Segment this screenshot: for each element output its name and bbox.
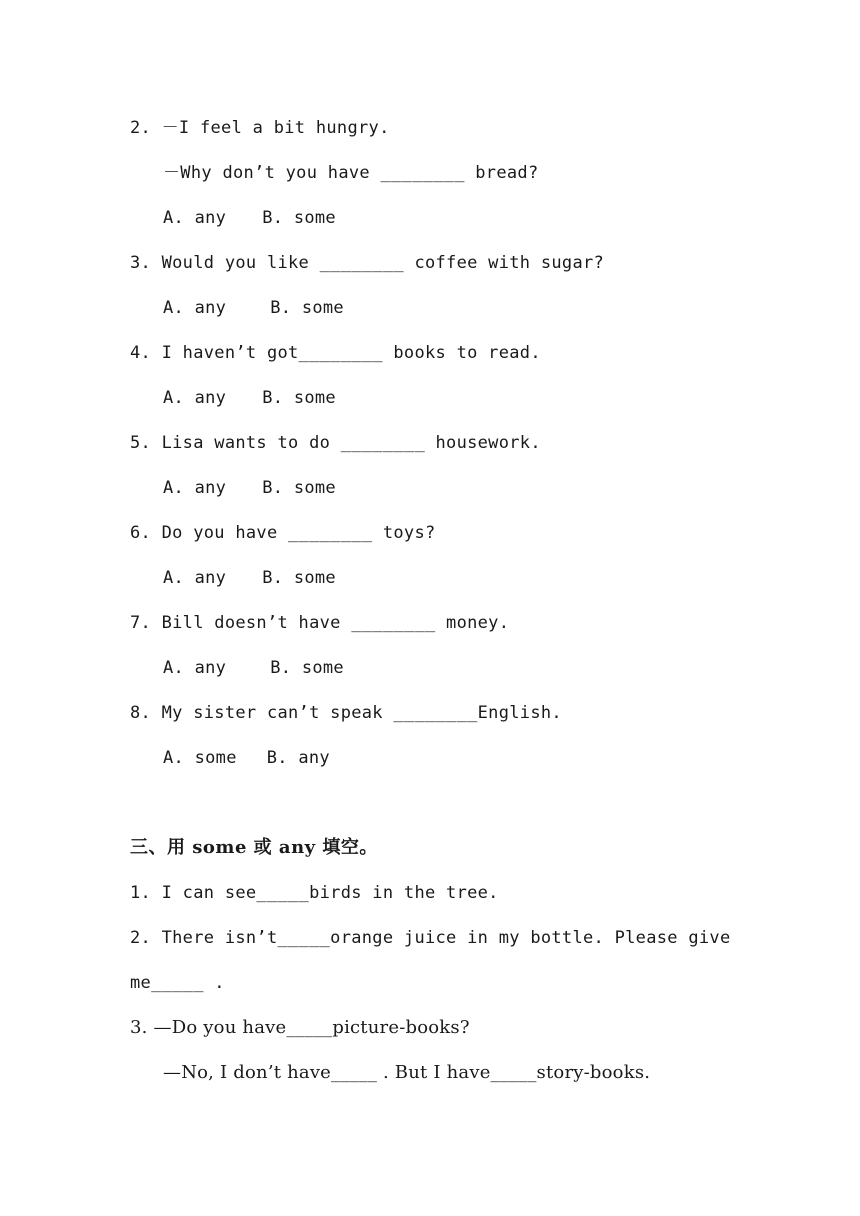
section-3-item-2-continued: me_____ . bbox=[130, 973, 225, 993]
option-a: A. any bbox=[163, 568, 227, 588]
question-7: 7. Bill doesn’t have ________ money. bbox=[130, 613, 510, 633]
option-b: B. some bbox=[270, 298, 344, 318]
section-3-item-3-answer: —No, I don’t have_____ . But I have_____story-books. bbox=[163, 1062, 651, 1083]
section-3-item-1: 1. I can see_____birds in the tree. bbox=[130, 883, 499, 903]
option-b: B. some bbox=[262, 208, 336, 228]
option-a: A. some bbox=[163, 748, 237, 768]
question-8-options bbox=[163, 747, 330, 769]
section-3-item-3: 3. —Do you have_____picture-books? bbox=[130, 1017, 470, 1038]
question-4: 4. I haven’t got________ books to read. bbox=[130, 343, 541, 363]
option-b: B. any bbox=[266, 748, 330, 768]
question-3: 3. Would you like ________ coffee with sugar? bbox=[130, 253, 605, 273]
option-b: B. some bbox=[262, 478, 336, 498]
question-5: 5. Lisa wants to do ________ housework. bbox=[130, 433, 541, 453]
option-a: A. any bbox=[163, 298, 227, 318]
question-6-options bbox=[163, 567, 336, 589]
section-3-item-2: 2. There isn’t_____orange juice in my bottle. Please give bbox=[130, 928, 731, 948]
question-5-options bbox=[163, 477, 336, 499]
question-4-options bbox=[163, 387, 336, 409]
option-b: B. some bbox=[262, 388, 336, 408]
option-a: A. any bbox=[163, 388, 227, 408]
section-3-heading: 三、用 some 或 any 填空。 bbox=[130, 837, 378, 858]
question-3-options bbox=[163, 297, 344, 319]
question-7-options bbox=[163, 657, 344, 679]
option-a: A. any bbox=[163, 658, 227, 678]
question-6: 6. Do you have ________ toys? bbox=[130, 523, 436, 543]
option-b: B. some bbox=[270, 658, 344, 678]
option-a: A. any bbox=[163, 208, 227, 228]
question-2-options bbox=[163, 207, 336, 229]
question-2: 2. －I feel a bit hungry. bbox=[130, 118, 390, 138]
option-a: A. any bbox=[163, 478, 227, 498]
question-2-followup: －Why don’t you have ________ bread? bbox=[163, 163, 539, 183]
option-b: B. some bbox=[262, 568, 336, 588]
question-8: 8. My sister can’t speak ________English. bbox=[130, 703, 562, 723]
